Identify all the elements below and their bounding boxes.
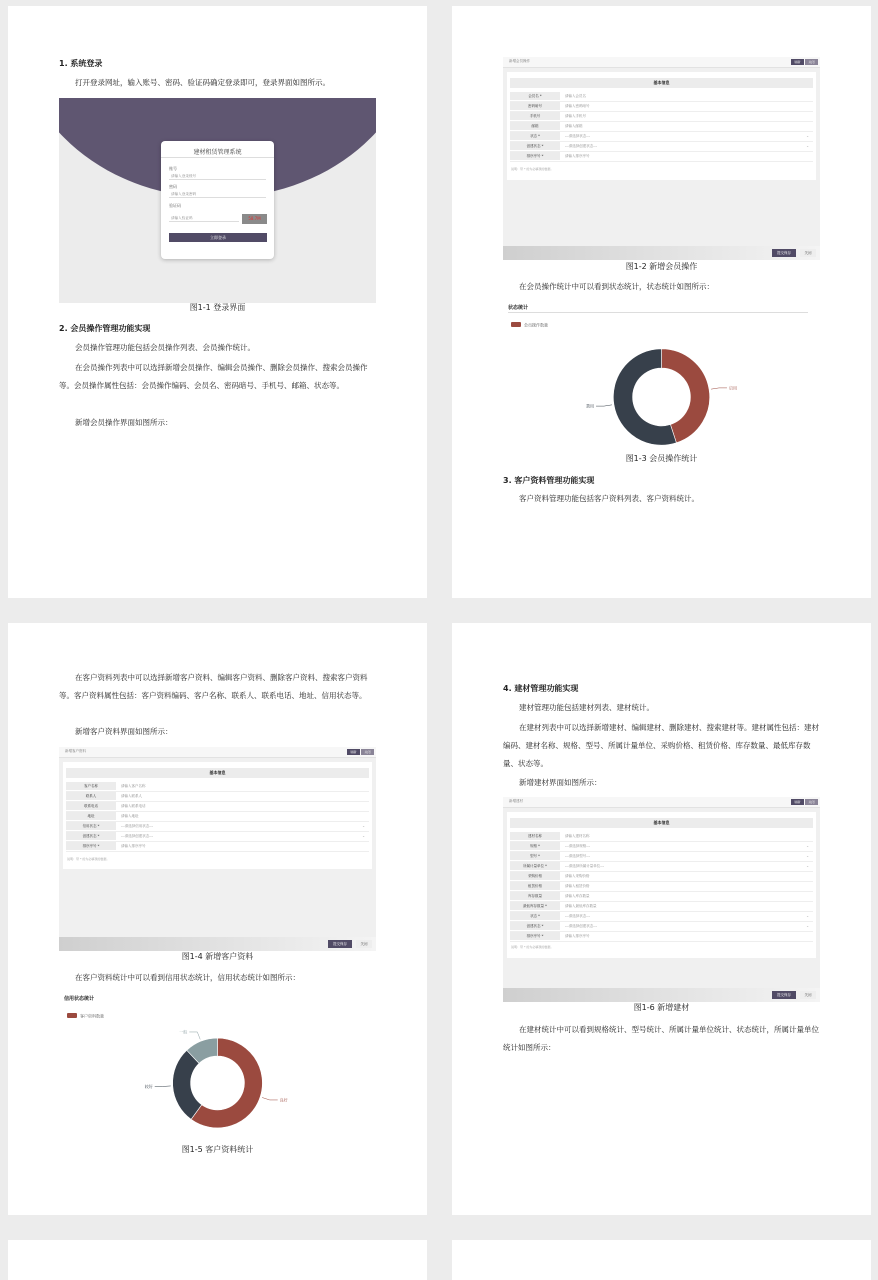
- figure-caption: 图1-3 会员操作统计: [625, 454, 698, 463]
- field-input: 请输入客户名称: [121, 784, 146, 788]
- login-card: [161, 141, 274, 259]
- paragraph: 在会员操作统计中可以看到状态统计，状态统计如图所示：: [519, 282, 714, 291]
- paragraph: 新增客户资料界面如图所示：: [75, 727, 173, 736]
- field-label: 创建状态 *: [66, 832, 116, 840]
- slice-label-line: [596, 405, 612, 406]
- form-panel: [507, 812, 816, 958]
- field-input: 请输入租赁价格: [565, 884, 590, 888]
- form-row: [66, 832, 369, 842]
- form-row: [510, 102, 813, 112]
- chevron-down-icon: ⌄: [806, 144, 809, 148]
- donut-chart-svg: [503, 316, 820, 462]
- form-row: [66, 842, 369, 852]
- field-input: 请输入采购价格: [565, 874, 590, 878]
- document-page-2: [452, 6, 871, 598]
- form-row: [510, 832, 813, 842]
- legend-swatch: [511, 322, 521, 327]
- figure-caption: 图1-4 新增客户资料: [181, 952, 254, 961]
- chevron-down-icon: ⌄: [806, 844, 809, 848]
- figure-caption: 图1-1 登录界面: [189, 303, 246, 312]
- form-row: [510, 932, 813, 942]
- field-select: ---请选择创建状态---: [565, 144, 598, 148]
- refresh-button: 刷新: [791, 799, 804, 805]
- chart-divider: [508, 312, 808, 313]
- field-input: 请输入邮箱: [565, 124, 583, 128]
- tab-bar: [59, 747, 376, 758]
- tab-bar: [503, 57, 820, 68]
- form-row: [510, 122, 813, 132]
- field-select: ---请选择状态---: [565, 134, 591, 138]
- form-row: [510, 842, 813, 852]
- field-label: 联系电话: [66, 802, 116, 810]
- divider: [161, 157, 274, 158]
- legend-label: 客户资料数量: [80, 1013, 104, 1019]
- document-page-4: [452, 623, 871, 1215]
- paragraph: 会员操作管理功能包括会员操作列表、会员操作统计。: [75, 343, 255, 352]
- field-select: ---请选择型号---: [565, 854, 591, 858]
- slice-label: 启用: [728, 385, 737, 391]
- password-input: 请输入登录密码: [169, 191, 266, 198]
- field-select: ---请选择规格---: [565, 844, 591, 848]
- close-tab-button: 关闭: [805, 799, 818, 805]
- chart-title: 状态统计: [508, 305, 529, 311]
- field-input: 请输入建材名称: [565, 834, 590, 838]
- required-note: 说明：带 * 的为必填项的数据。: [511, 167, 554, 171]
- chevron-down-icon: ⌄: [806, 854, 809, 858]
- panel-title: 基本信息: [510, 818, 813, 828]
- form-row: [66, 802, 369, 812]
- submit-button: 提交保存: [772, 249, 796, 257]
- field-label: 邮箱: [510, 122, 560, 130]
- action-bar: [503, 246, 820, 260]
- form-row: [510, 872, 813, 882]
- close-button: 关闭: [356, 940, 372, 948]
- required-note: 说明：带 * 的为必填项的数据。: [511, 945, 554, 949]
- slice-label: 一般: [179, 1029, 188, 1035]
- required-note: 说明：带 * 的为必填项的数据。: [67, 857, 110, 861]
- field-label: 排序序号 *: [66, 842, 116, 850]
- close-tab-button: 关闭: [805, 59, 818, 65]
- field-input: 请输入库存数量: [565, 894, 590, 898]
- slice-label-line: [189, 1032, 200, 1039]
- account-input: 请输入登录账号: [169, 173, 266, 180]
- form-panel: [63, 762, 372, 869]
- close-tab-button: 关闭: [361, 749, 374, 755]
- submit-button: 提交保存: [772, 991, 796, 999]
- paragraph: 在客户资料统计中可以看到信用状态统计，信用状态统计如图所示：: [75, 973, 300, 982]
- field-select: ---请选择创建状态---: [121, 834, 154, 838]
- field-input: 请输入排序序号: [565, 934, 590, 938]
- paragraph: 在会员操作列表中可以选择新增会员操作、编辑会员操作、删除会员操作、搜索会员操作等。会员操作属性包括：会员操作编码、会员名、密码暗号、手机号、邮箱、状态等。: [59, 363, 368, 390]
- form-row: [66, 812, 369, 822]
- paragraph: 建材管理功能包括建材列表、建材统计。: [519, 703, 654, 712]
- form-row: [510, 892, 813, 902]
- field-select: ---请选择状态---: [565, 914, 591, 918]
- form-row: [510, 862, 813, 872]
- field-label: 客户名称: [66, 782, 116, 790]
- form-row: [66, 782, 369, 792]
- field-label: 状态 *: [510, 132, 560, 140]
- field-label: 会员名 *: [510, 92, 560, 100]
- form-row: [510, 922, 813, 932]
- figure-caption: 图1-2 新增会员操作: [625, 262, 698, 271]
- field-label: 状态 *: [510, 912, 560, 920]
- field-input: 请输入排序序号: [565, 154, 590, 158]
- slice-label-line: [155, 1086, 171, 1087]
- slice-label: 较好: [144, 1083, 153, 1089]
- donut-chart-credit: [59, 993, 376, 1143]
- figure-caption: 图1-6 新增建材: [633, 1003, 690, 1012]
- field-label: 创建状态 *: [510, 142, 560, 150]
- slice-label-line: [711, 388, 727, 389]
- form-row: [510, 882, 813, 892]
- captcha-label: 验证码: [169, 203, 181, 208]
- field-label: 排序序号 *: [510, 932, 560, 940]
- legend-swatch: [67, 1013, 77, 1018]
- field-label: 租赁价格: [510, 882, 560, 890]
- paragraph: 在建材列表中可以选择新增建材、编辑建材、删除建材、搜索建材等。建材属性包括：建材编码、建材名称、规格、型号、所属计量单位、采购价格、租赁价格、库存数量、最低库存数量、状态等。: [503, 723, 819, 768]
- chevron-down-icon: ⌄: [806, 864, 809, 868]
- field-label: 创建状态 *: [510, 922, 560, 930]
- field-input: 请输入手机号: [565, 114, 586, 118]
- donut-chart-status: [503, 302, 820, 462]
- field-label: 所属计量单位 *: [510, 862, 560, 870]
- paragraph: 新增会员操作界面如图所示：: [75, 418, 173, 427]
- slice-label: 良好: [279, 1097, 288, 1103]
- form-row: [510, 152, 813, 162]
- paragraph: 打开登录网址，输入账号、密码、验证码确定登录即可，登录界面如图所示。: [75, 78, 330, 87]
- refresh-button: 刷新: [347, 749, 360, 755]
- field-label: 密码暗号: [510, 102, 560, 110]
- chevron-down-icon: ⌄: [806, 134, 809, 138]
- field-input: 请输入会员名: [565, 94, 586, 98]
- field-select: ---请选择创建状态---: [565, 924, 598, 928]
- form-screenshot-customer: [59, 747, 376, 951]
- form-row: [510, 912, 813, 922]
- form-panel: [507, 72, 816, 180]
- field-label: 型号 *: [510, 852, 560, 860]
- section-heading-member: 2. 会员操作管理功能实现: [59, 324, 151, 333]
- field-select: ---请选择信用状态---: [121, 824, 154, 828]
- close-button: 关闭: [800, 991, 816, 999]
- field-label: 库存数量: [510, 892, 560, 900]
- tab-bar: [503, 797, 820, 808]
- form-screenshot-material: [503, 797, 820, 1002]
- form-row: [66, 792, 369, 802]
- section-heading-customer: 3. 客户资料管理功能实现: [503, 476, 595, 485]
- panel-title: 基本信息: [510, 78, 813, 88]
- document-page-1: [8, 6, 427, 598]
- field-label: 联系人: [66, 792, 116, 800]
- tab-label: 新增会员操作: [509, 59, 530, 63]
- field-select: ---请选择所属计量单位---: [565, 864, 605, 868]
- chart-title: 信用状态统计: [64, 996, 95, 1002]
- close-button: 关闭: [800, 249, 816, 257]
- account-label: 账号: [169, 166, 177, 171]
- field-input: 请输入地址: [121, 814, 139, 818]
- chevron-down-icon: ⌄: [806, 924, 809, 928]
- document-page-6: [452, 1240, 871, 1280]
- field-input: 请输入联系人: [121, 794, 142, 798]
- chevron-down-icon: ⌄: [362, 824, 365, 828]
- form-screenshot-member: [503, 57, 820, 260]
- chevron-down-icon: ⌄: [362, 834, 365, 838]
- action-bar: [59, 937, 376, 951]
- field-input: 请输入最低库存数量: [565, 904, 597, 908]
- document-page-3: [8, 623, 427, 1215]
- field-input: 请输入排序序号: [121, 844, 146, 848]
- field-label: 地址: [66, 812, 116, 820]
- field-label: 信用状态 *: [66, 822, 116, 830]
- chevron-down-icon: ⌄: [806, 914, 809, 918]
- field-input: 请输入联系电话: [121, 804, 146, 808]
- document-page-5: [8, 1240, 427, 1280]
- submit-button: 提交保存: [328, 940, 352, 948]
- panel-title: 基本信息: [66, 768, 369, 778]
- section-heading-material: 4. 建材管理功能实现: [503, 684, 579, 693]
- form-row: [510, 852, 813, 862]
- field-input: 请输入密码暗号: [565, 104, 590, 108]
- captcha-image: 58.7M: [242, 214, 267, 224]
- form-row: [510, 902, 813, 912]
- tab-label: 新增客户资料: [65, 749, 86, 753]
- form-row: [66, 822, 369, 832]
- form-row: [510, 142, 813, 152]
- field-label: 建材名称: [510, 832, 560, 840]
- paragraph: 新增建材界面如图所示：: [519, 778, 602, 787]
- figure-caption: 图1-5 客户资料统计: [181, 1145, 254, 1154]
- section-heading-login: 1. 系统登录: [59, 59, 103, 68]
- field-label: 手机号: [510, 112, 560, 120]
- slice-label: 禁用: [586, 403, 595, 409]
- captcha-input: 请输入验证码: [169, 215, 239, 222]
- field-label: 排序序号 *: [510, 152, 560, 160]
- paragraph: 客户资料管理功能包括客户资料列表、客户资料统计。: [519, 494, 699, 503]
- tab-label: 新增建材: [509, 799, 523, 803]
- form-row: [510, 112, 813, 122]
- donut-chart-svg: [59, 1007, 376, 1143]
- paragraph: 在建材统计中可以看到规格统计、型号统计、所属计量单位统计、状态统计，所属计量单位统计如图所示：: [503, 1025, 819, 1052]
- login-button: 立即登录: [169, 233, 267, 242]
- refresh-button: 刷新: [791, 59, 804, 65]
- action-bar: [503, 988, 820, 1002]
- slice-label-line: [262, 1097, 278, 1099]
- paragraph: 在客户资料列表中可以选择新增客户资料、编辑客户资料、删除客户资料、搜索客户资料等。客户资料属性包括：客户资料编码、客户名称、联系人、联系电话、地址、信用状态等。: [59, 673, 368, 700]
- legend-label: 会员操作数量: [524, 322, 548, 328]
- login-title: 建材租赁管理系统: [193, 149, 242, 156]
- field-label: 采购价格: [510, 872, 560, 880]
- login-screenshot: [59, 98, 376, 303]
- form-row: [510, 92, 813, 102]
- form-row: [510, 132, 813, 142]
- field-label: 最低库存数量 *: [510, 902, 560, 910]
- password-label: 密码: [169, 184, 177, 189]
- field-label: 规格 *: [510, 842, 560, 850]
